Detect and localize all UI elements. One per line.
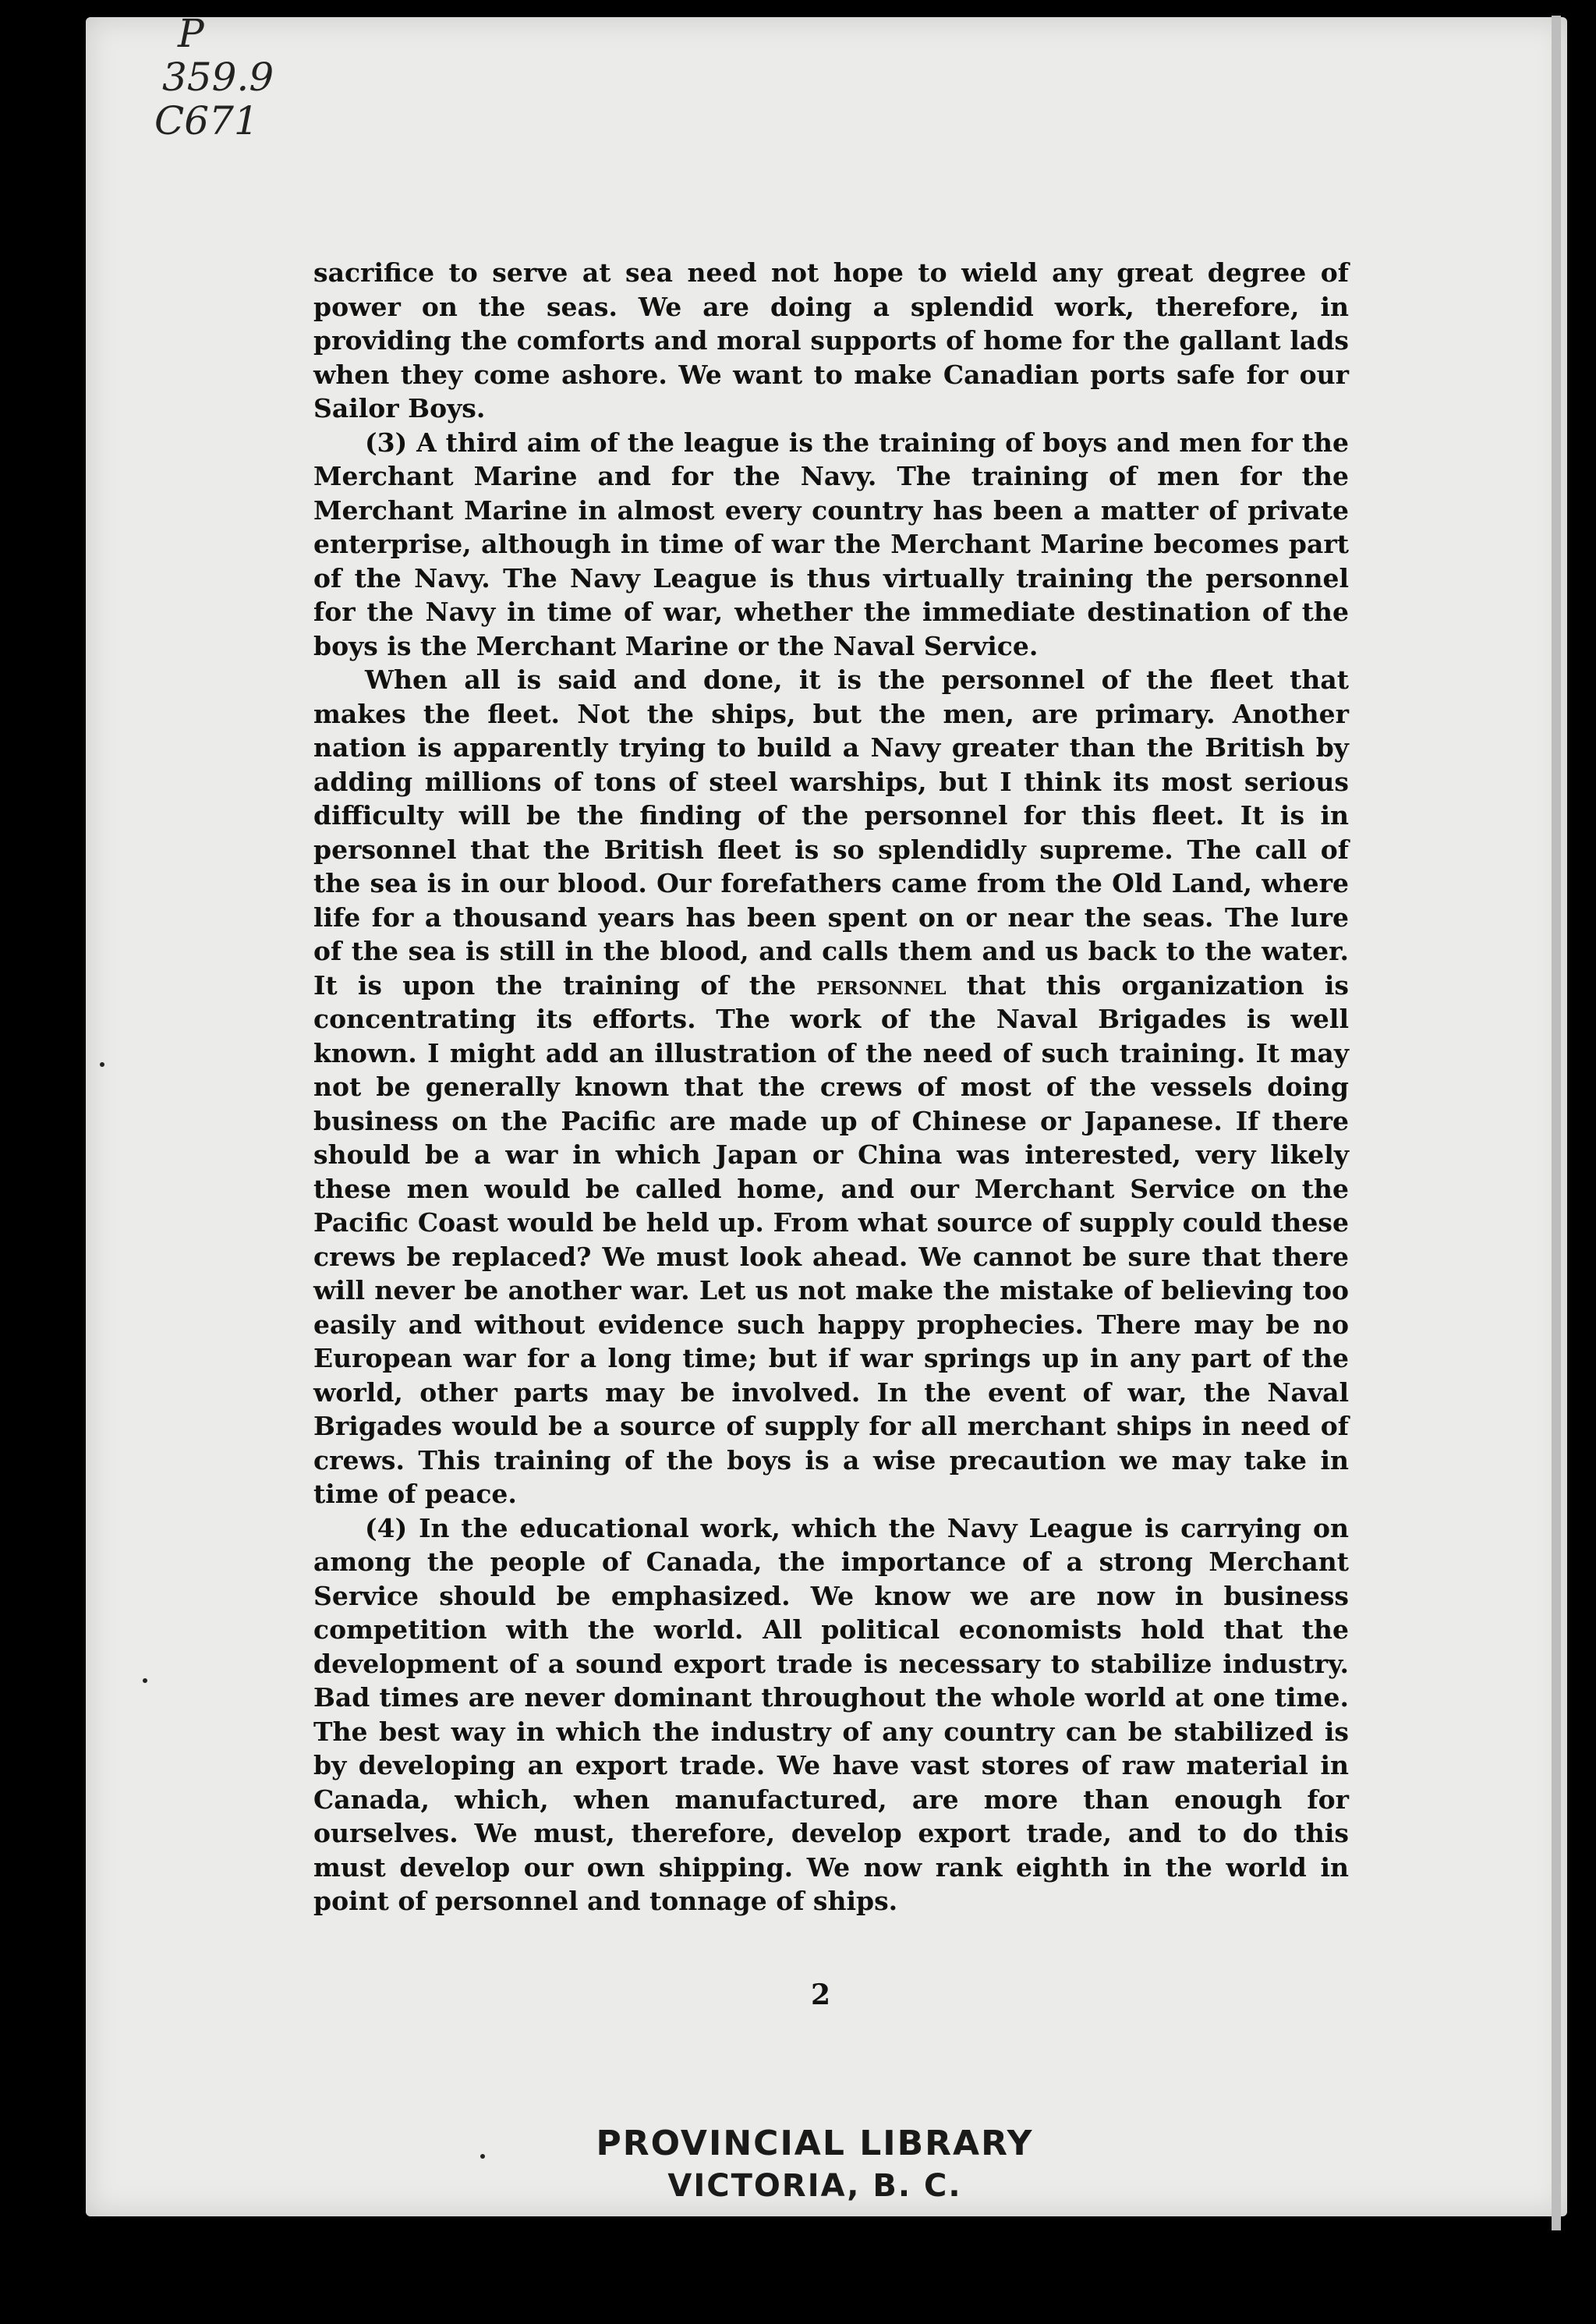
call-number-line: 359.9 — [162, 55, 274, 100]
stamp-line: VICTORIA, B. C. — [667, 2168, 962, 2204]
next-page-edge — [1552, 16, 1561, 2230]
speck — [100, 1062, 104, 1067]
body-text — [313, 256, 1349, 1918]
call-number-line: P — [178, 11, 204, 56]
speck — [143, 1678, 147, 1683]
library-stamp — [573, 2124, 1056, 2208]
paragraph-text: When all is said and done, it is the personnel of the fleet that makes the fleet. Not the ships, but the men, are primary. Another nation is apparently trying to build a Navy greater than the British by adding millions of tons of steel warships, but I think its most serious difficulty will be the finding of the personnel for this fleet. It is in personnel that the British fleet is so splendidly supreme. The call of the sea is in our blood. Our forefathers came from the Old Land, where life for a thousand years has been spent on or near the seas. The lure of the sea is still in the blood, and calls them and us back to the water. It is upon the training of the — [313, 664, 1349, 1001]
page-number: 2 — [811, 1979, 831, 2011]
handwritten-call-number — [148, 12, 274, 143]
stamp-line: PROVINCIAL LIBRARY — [596, 2124, 1034, 2163]
call-number-line: C671 — [154, 98, 259, 143]
paragraph — [313, 663, 1349, 1511]
paragraph: (3) A third aim of the league is the training of boys and men for the Merchant Marine and for the Navy. The training of men for the Merchant Marine in almost every country has been a matter of private enterprise, although in time of war the Merchant Marine becomes part of the Navy. The Navy League is thus virtually training the personnel for the Navy in time of war, whether the immediate destination of the boys is the Merchant Marine or the Naval Service. — [313, 427, 1349, 661]
speck — [480, 2154, 485, 2159]
small-caps-word: personnel — [816, 969, 947, 1001]
paragraph: (4) In the educational work, which the Navy League is carrying on among the people of Canada, the importance of a strong Merchant Service should be emphasized. We know we are now in business competition with the world. All political economists hold that the development of a sound export trade is necessary to stabilize industry. Bad times are never dominant throughout the whole world at one time. The best way in which the industry of any country can be stabilized is by developing an export trade. We have vast stores of raw material in Canada, which, when manufactured, are more than enough for ourselves. We must, therefore, develop export trade, and to do this must develop our own shipping. We now rank eighth in the world in point of personnel and tonnage of ships. — [313, 1512, 1349, 1916]
paragraph: sacrifice to serve at sea need not hope to wield any great degree of power on the seas. We are doing a splendid work, therefore, in providing the comforts and moral supports of home for the gallant lads when they come ashore. We want to make Canadian ports safe for our Sailor Boys. — [313, 257, 1349, 423]
paragraph-text: that this organization is concentrating its efforts. The work of the Naval Brigades is well known. I might add an illustration of the need of such training. It may not be generally known that the crews of most of the vessels doing business on the Pacific are made up of Chinese or Japanese. If there should be a war in which Japan or China was interested, very likely these men would be called home, and our Merchant Service on the Pacific Coast would be held up. From what source of supply could these crews be replaced? We must look ahead. We cannot be sure that there will never be another war. Let us not make the mistake of believing too easily and without evidence such happy prophecies. There may be no European war for a long time; but if war springs up in any part of the world, other parts may be involved. In the event of war, the Naval Brigades would be a source of supply for all merchant ships in need of crews. This training of the boys is a wise precaution we may take in time of peace. — [313, 969, 1349, 1509]
